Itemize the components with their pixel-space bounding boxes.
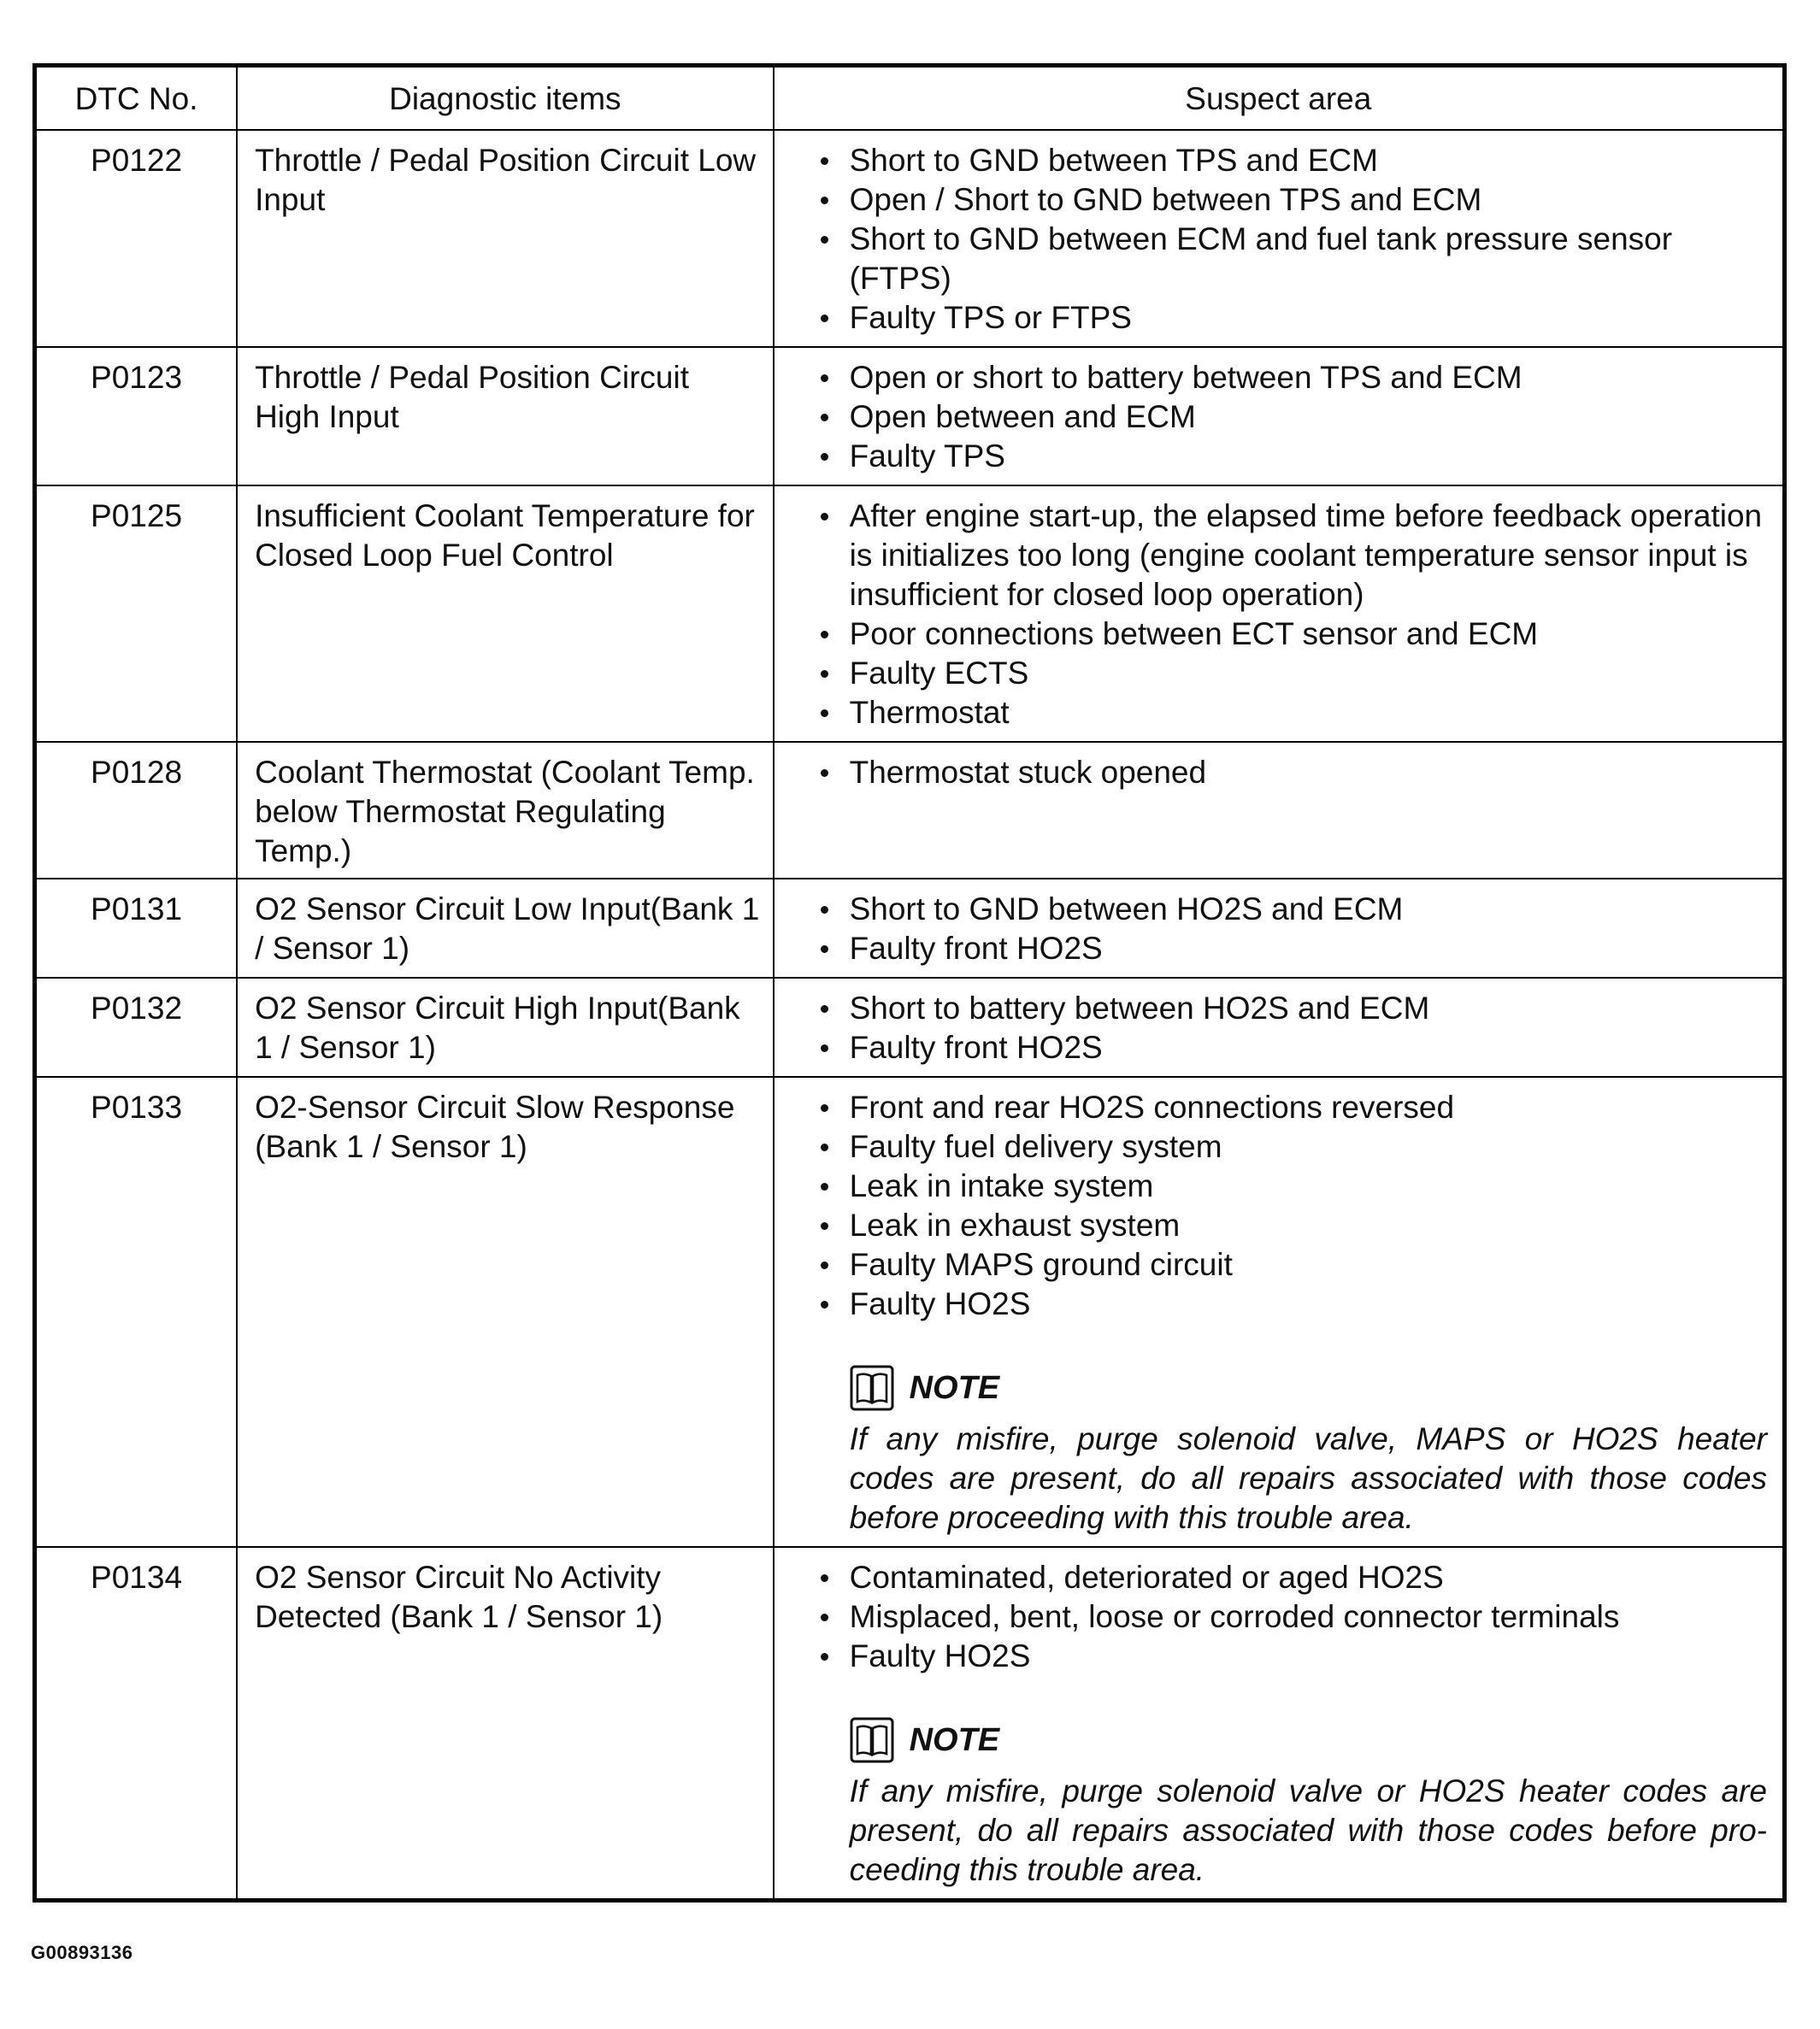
diagnostic-item-cell: O2 Sensor Circuit Low Input(Bank 1 / Sensor 1) [237, 879, 774, 978]
note-header [850, 1363, 1774, 1413]
suspect-list [819, 890, 1774, 968]
note-title: NOTE [909, 1722, 1000, 1758]
suspect-item: Faulty MAPS ground circuit [819, 1245, 1774, 1285]
suspect-area-cell [774, 1077, 1785, 1547]
note-block [819, 1715, 1774, 1890]
header-dtc-no: DTC No. [35, 66, 238, 131]
note-header [850, 1715, 1774, 1765]
note-text: If any misfire, purge solenoid valve, MAPS or HO2S heater codes are present, do all repairs associated with those codes before proceeding with this trouble area. [849, 1421, 1767, 1535]
diagnostic-item-cell: Throttle / Pedal Position Circuit Low Input [237, 130, 774, 347]
suspect-item: Faulty TPS [819, 437, 1774, 476]
note-text: If any misfire, purge solenoid valve or HO2S heater codes are present, do all repairs associated with those codes before pro-ceeding this trouble area. [849, 1773, 1767, 1887]
dtc-code-cell: P0132 [35, 978, 238, 1077]
book-icon [850, 1717, 894, 1763]
suspect-item: After engine start-up, the elapsed time before feedback operation is initializes too long (engine coolant temperature sensor input is insufficient for closed loop operation) [819, 497, 1774, 615]
suspect-area-cell [774, 485, 1785, 742]
dtc-code-cell: P0125 [35, 485, 238, 742]
suspect-area-cell [774, 130, 1785, 347]
suspect-area-cell [774, 1547, 1785, 1901]
dtc-code-cell: P0131 [35, 879, 238, 978]
suspect-item: Short to battery between HO2S and ECM [819, 989, 1774, 1028]
suspect-list [819, 141, 1774, 338]
suspect-item: Open or short to battery between TPS and ECM [819, 358, 1774, 397]
suspect-item: Misplaced, bent, loose or corroded connector terminals [819, 1597, 1774, 1637]
image-id-label: G00893136 [31, 1942, 133, 1963]
suspect-area-cell [774, 879, 1785, 978]
table-row [35, 742, 1785, 879]
suspect-item: Poor connections between ECT sensor and ECM [819, 615, 1774, 654]
header-row [35, 66, 1785, 131]
table-row [35, 978, 1785, 1077]
diagnostic-item-cell: O2 Sensor Circuit No Activity Detected (Bank 1 / Sensor 1) [237, 1547, 774, 1901]
suspect-item: Leak in intake system [819, 1167, 1774, 1206]
dtc-code-cell: P0128 [35, 742, 238, 879]
table-row [35, 485, 1785, 742]
suspect-item: Faulty TPS or FTPS [819, 298, 1774, 338]
dtc-code-cell: P0123 [35, 347, 238, 485]
table-row [35, 347, 1785, 485]
diagnostic-item-cell: Insufficient Coolant Temperature for Closed Loop Fuel Control [237, 485, 774, 742]
suspect-item: Thermostat stuck opened [819, 753, 1774, 792]
table-row [35, 1077, 1785, 1547]
table-row [35, 1547, 1785, 1901]
suspect-item: Faulty ECTS [819, 654, 1774, 693]
suspect-item: Faulty front HO2S [819, 929, 1774, 968]
header-suspect-area: Suspect area [774, 66, 1785, 131]
suspect-list [819, 358, 1774, 476]
suspect-item: Short to GND between TPS and ECM [819, 141, 1774, 180]
header-diagnostic-items: Diagnostic items [237, 66, 774, 131]
table-body [35, 130, 1785, 1901]
note-block [819, 1363, 1774, 1538]
diagnostic-item-cell: O2 Sensor Circuit High Input(Bank 1 / Sensor 1) [237, 978, 774, 1077]
suspect-list [819, 1558, 1774, 1676]
diagnostic-item-cell: Throttle / Pedal Position Circuit High Input [237, 347, 774, 485]
suspect-item: Faulty front HO2S [819, 1028, 1774, 1067]
suspect-item: Faulty fuel delivery system [819, 1127, 1774, 1167]
dtc-table [32, 63, 1787, 1903]
diagnostic-item-cell: O2-Sensor Circuit Slow Response (Bank 1 / Sensor 1) [237, 1077, 774, 1547]
suspect-item: Short to GND between HO2S and ECM [819, 890, 1774, 929]
suspect-area-cell [774, 347, 1785, 485]
suspect-list [819, 1088, 1774, 1324]
suspect-item: Leak in exhaust system [819, 1206, 1774, 1245]
suspect-item: Open / Short to GND between TPS and ECM [819, 180, 1774, 220]
suspect-item: Open between and ECM [819, 397, 1774, 437]
suspect-item: Short to GND between ECM and fuel tank pressure sensor (FTPS) [819, 220, 1774, 298]
dtc-code-cell: P0134 [35, 1547, 238, 1901]
suspect-item: Front and rear HO2S connections reversed [819, 1088, 1774, 1127]
suspect-area-cell [774, 742, 1785, 879]
note-title: NOTE [909, 1370, 1000, 1406]
suspect-area-cell [774, 978, 1785, 1077]
suspect-list [819, 989, 1774, 1067]
suspect-item: Faulty HO2S [819, 1285, 1774, 1324]
table-row [35, 130, 1785, 347]
suspect-item: Thermostat [819, 693, 1774, 732]
dtc-code-cell: P0122 [35, 130, 238, 347]
dtc-code-cell: P0133 [35, 1077, 238, 1547]
table-row [35, 879, 1785, 978]
suspect-list [819, 497, 1774, 732]
diagnostic-item-cell: Coolant Thermostat (Coolant Temp. below Thermostat Regulating Temp.) [237, 742, 774, 879]
book-icon [850, 1365, 894, 1411]
suspect-list [819, 753, 1774, 792]
suspect-item: Contaminated, deteriorated or aged HO2S [819, 1558, 1774, 1597]
suspect-item: Faulty HO2S [819, 1637, 1774, 1676]
